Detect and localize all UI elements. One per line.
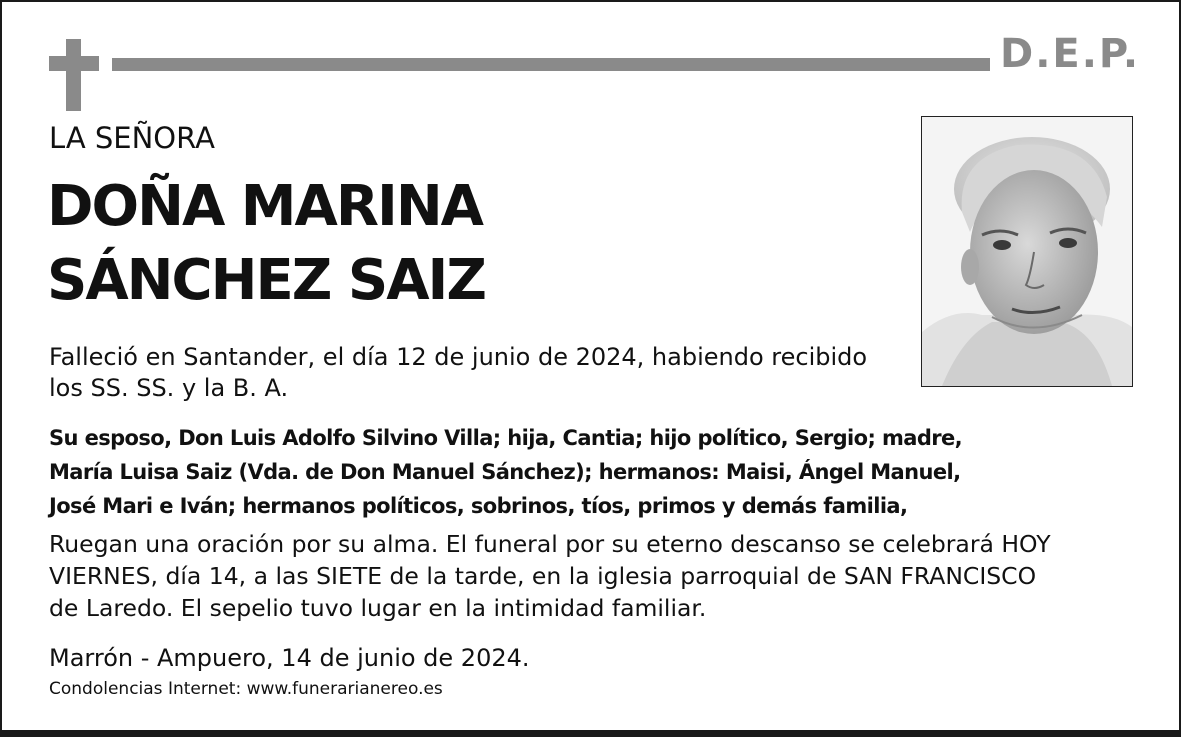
- deceased-name-line: DOÑA MARINA: [47, 174, 483, 239]
- cross-icon-horizontal: [49, 56, 99, 71]
- header-rule: [112, 58, 990, 71]
- family-line: José Mari e Iván; hermanos políticos, sobrinos, tíos, primos y demás familia,: [49, 494, 908, 518]
- condolences-link: Condolencias Internet: www.funerarianereo.es: [49, 679, 443, 699]
- place-date: Marrón - Ampuero, 14 de junio de 2024.: [49, 644, 530, 672]
- death-notice-line: los SS. SS. y la B. A.: [49, 374, 289, 402]
- portrait-image: [922, 117, 1132, 386]
- funeral-line: de Laredo. El sepelio tuvo lugar en la intimidad familiar.: [49, 594, 707, 622]
- cross-icon-vertical: [66, 39, 81, 111]
- deceased-name-line: SÁNCHEZ SAIZ: [47, 248, 485, 313]
- family-line: Su esposo, Don Luis Adolfo Silvino Villa; hija, Cantia; hijo político, Sergio; madre,: [49, 426, 963, 450]
- funeral-details: [49, 528, 1051, 624]
- portrait-photo: [921, 116, 1133, 387]
- dep-badge: D.E.P.: [1000, 31, 1141, 77]
- family-line: María Luisa Saiz (Vda. de Don Manuel Sánchez); hermanos: Maisi, Ángel Manuel,: [49, 460, 961, 484]
- family-list: [49, 421, 962, 523]
- deceased-prefix: LA SEÑORA: [49, 121, 215, 155]
- deceased-name: [47, 170, 485, 318]
- funeral-line: Ruegan una oración por su alma. El funeral por su eterno descanso se celebrará HOY: [49, 530, 1051, 558]
- death-notice: [49, 342, 867, 404]
- funeral-line: VIERNES, día 14, a las SIETE de la tarde, en la iglesia parroquial de SAN FRANCISCO: [49, 562, 1037, 590]
- death-notice-line: Falleció en Santander, el día 12 de junio de 2024, habiendo recibido: [49, 343, 868, 371]
